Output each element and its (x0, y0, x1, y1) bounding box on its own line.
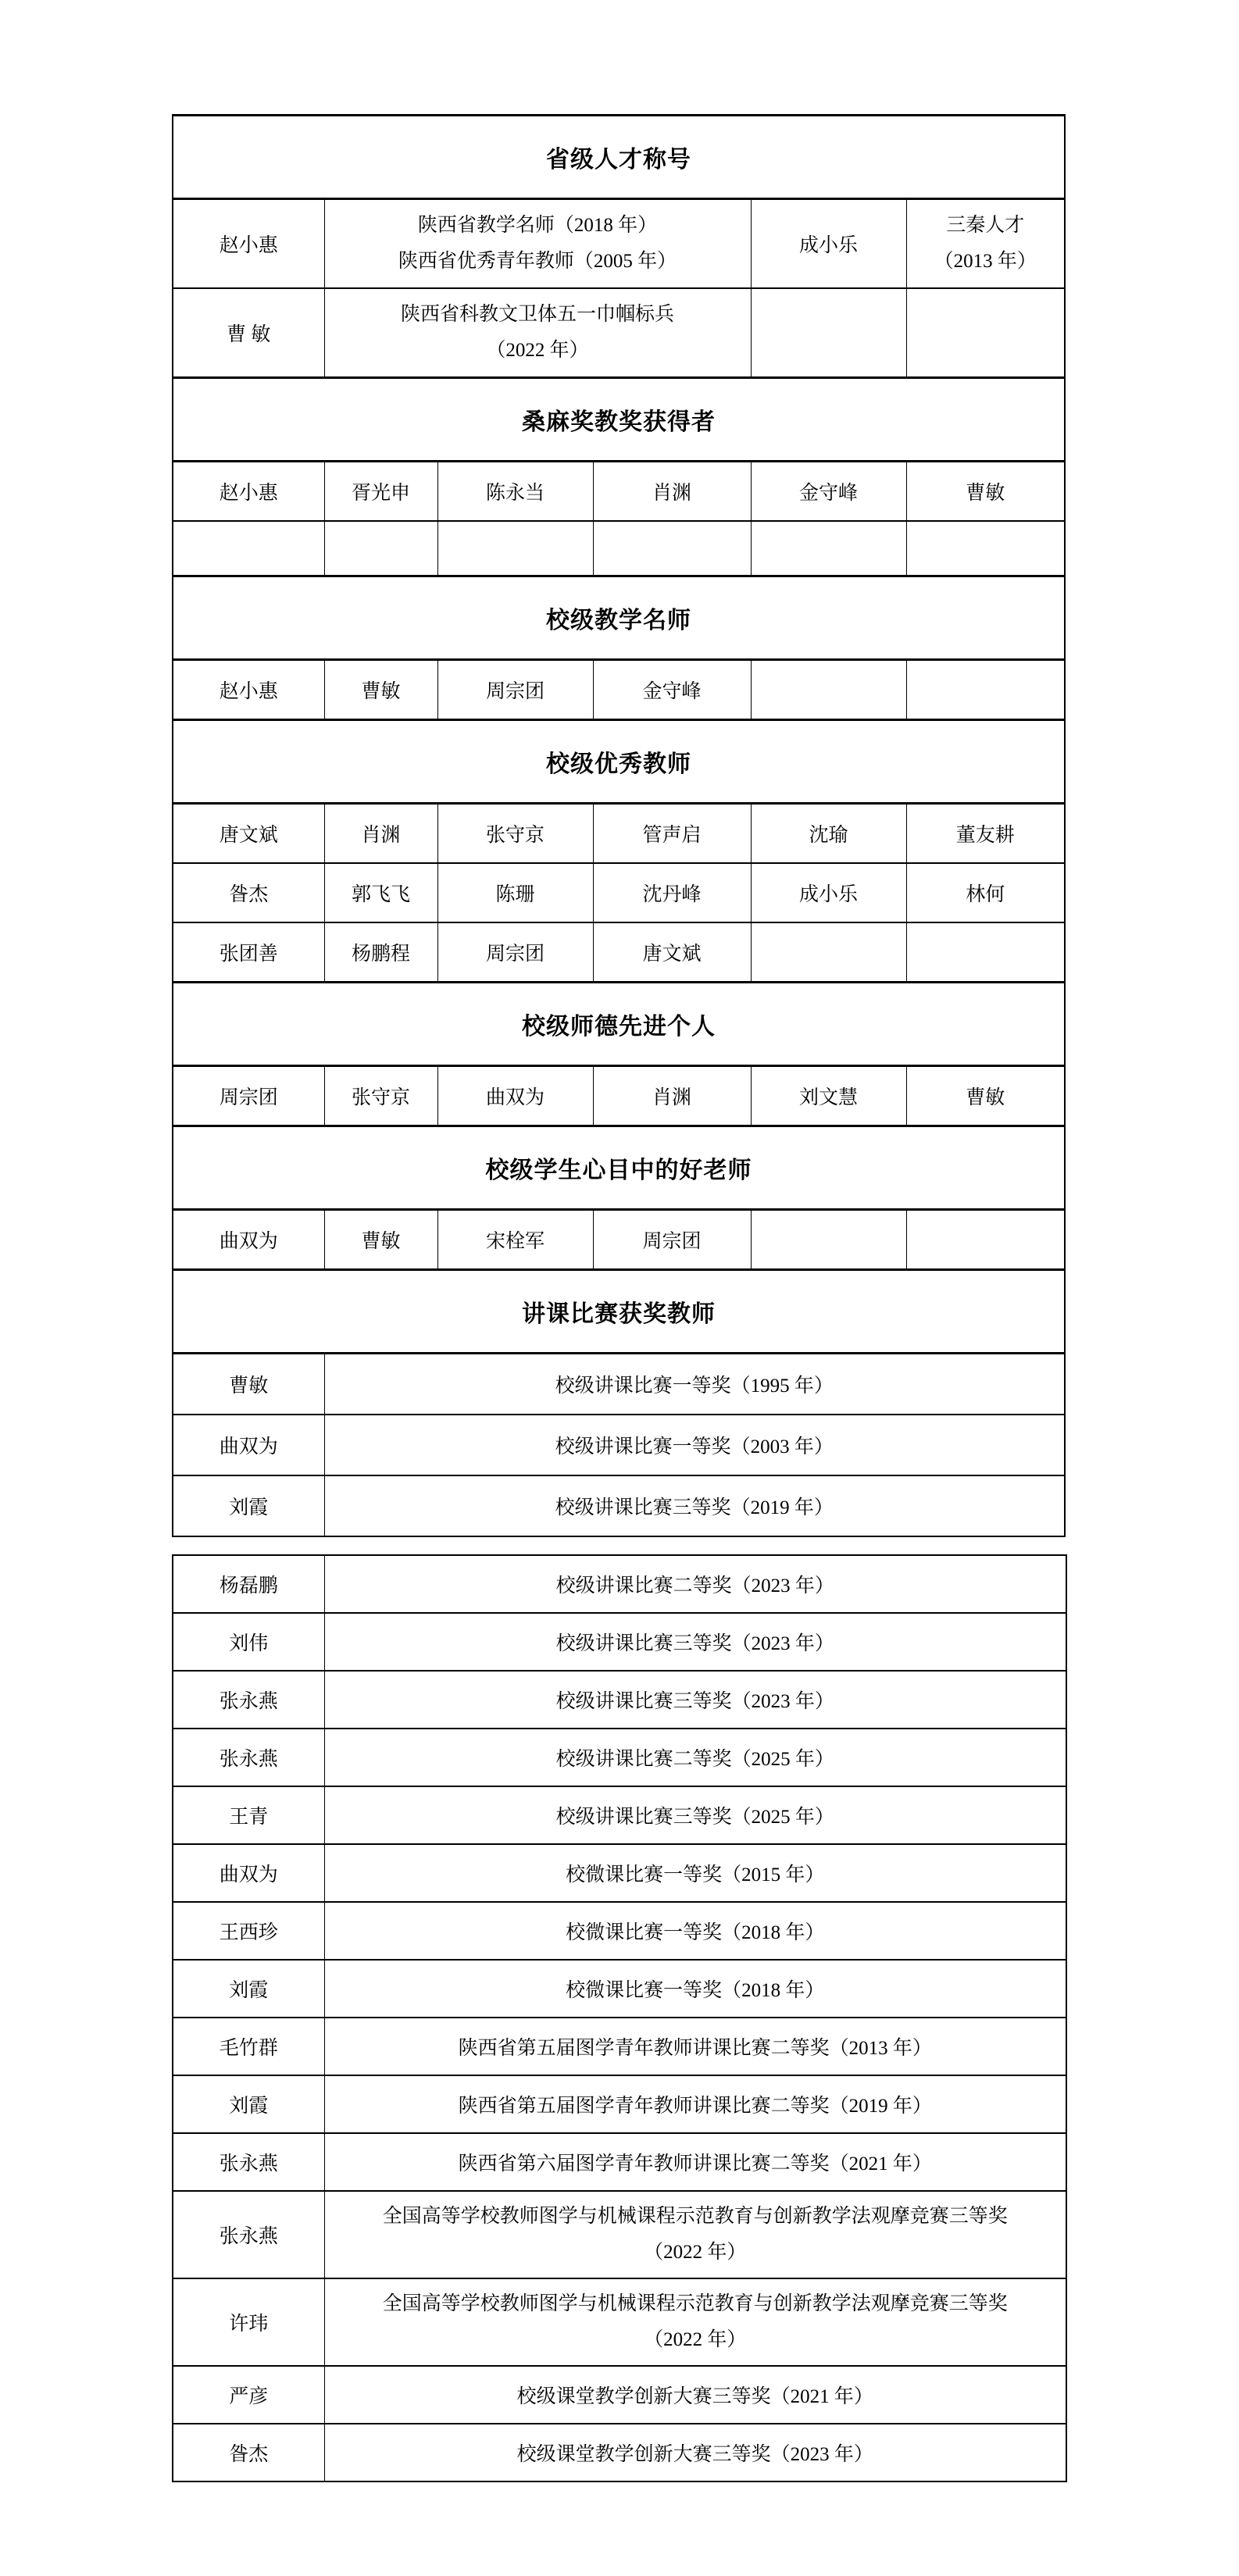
table-row (173, 983, 1065, 1066)
award-line: 陕西省优秀青年教师（2005 年） (398, 251, 677, 272)
table-row (173, 288, 1065, 378)
table-row (173, 2424, 1066, 2481)
awards-table-2 (172, 1554, 1067, 2482)
table-row (173, 1475, 1065, 1536)
award-cell: 校级讲课比赛一等奖（1995 年） (324, 1354, 1065, 1415)
table-row (173, 2191, 1066, 2278)
table-row (173, 720, 1065, 804)
table-row (173, 1902, 1066, 1960)
award-cell: 校级讲课比赛三等奖（2025 年） (324, 1786, 1066, 1844)
table-row (173, 1960, 1066, 2018)
name-cell: 张团善 (173, 922, 324, 983)
section-title: 校级优秀教师 (173, 720, 1065, 804)
award-cell: 校微课比赛一等奖（2015 年） (324, 1844, 1066, 1902)
name-cell: 曹敏 (173, 1354, 324, 1415)
section-title: 校级师德先进个人 (173, 983, 1065, 1066)
name-cell: 沈丹峰 (593, 863, 751, 922)
name-cell: 毛竹群 (173, 2018, 324, 2075)
table-row (173, 1415, 1065, 1475)
section-title: 桑麻奖教奖获得者 (173, 378, 1065, 462)
name-cell: 周宗团 (173, 1066, 324, 1126)
name-cell: 陈珊 (437, 863, 593, 922)
name-cell: 曲双为 (437, 1066, 593, 1126)
table-row (173, 1270, 1065, 1354)
award-line: （2022 年） (486, 340, 589, 361)
name-cell: 唐文斌 (593, 922, 751, 983)
empty-cell (751, 521, 906, 576)
name-cell: 曲双为 (173, 1844, 324, 1902)
table-row (173, 1555, 1066, 1613)
name-cell: 陈永当 (437, 462, 593, 522)
table-row (173, 116, 1065, 199)
table-row (173, 863, 1065, 922)
empty-cell (906, 288, 1065, 378)
name-cell: 赵小惠 (173, 660, 324, 720)
name-cell: 张永燕 (173, 1729, 324, 1786)
name-cell: 刘伟 (173, 1613, 324, 1671)
name-cell: 唐文斌 (173, 804, 324, 864)
award-cell (906, 199, 1065, 289)
section-title: 省级人才称号 (173, 116, 1065, 199)
award-line: （2022 年） (644, 2242, 747, 2263)
name-cell: 曲双为 (173, 1210, 324, 1270)
award-cell (324, 2278, 1066, 2366)
name-cell: 严彦 (173, 2366, 324, 2424)
name-cell: 王西珍 (173, 1902, 324, 1960)
table-row (173, 462, 1065, 522)
table-row (173, 2278, 1066, 2366)
name-cell: 林何 (906, 863, 1065, 922)
name-cell: 成小乐 (751, 863, 906, 922)
name-cell: 沈瑜 (751, 804, 906, 864)
name-cell: 刘霞 (173, 2075, 324, 2133)
name-cell: 肖渊 (593, 462, 751, 522)
name-cell: 昝杰 (173, 863, 324, 922)
name-cell: 曲双为 (173, 1415, 324, 1475)
award-line: 全国高等学校教师图学与机械课程示范教育与创新教学法观摩竞赛三等奖 (382, 2205, 1008, 2227)
table-row (173, 1210, 1065, 1270)
empty-cell (906, 922, 1065, 983)
table-row (173, 1671, 1066, 1729)
table-row (173, 1786, 1066, 1844)
section-title: 讲课比赛获奖教师 (173, 1270, 1065, 1354)
award-line: 全国高等学校教师图学与机械课程示范教育与创新教学法观摩竞赛三等奖 (382, 2292, 1008, 2314)
award-cell: 校级讲课比赛一等奖（2003 年） (324, 1415, 1065, 1475)
table-row (173, 1066, 1065, 1126)
section-title: 校级教学名师 (173, 576, 1065, 660)
award-line: （2013 年） (934, 251, 1037, 272)
award-cell: 校级讲课比赛三等奖（2023 年） (324, 1671, 1066, 1729)
award-cell: 陕西省第五届图学青年教师讲课比赛二等奖（2013 年） (324, 2018, 1066, 2075)
name-cell: 赵小惠 (173, 462, 324, 522)
table-row (173, 199, 1065, 289)
award-cell: 校微课比赛一等奖（2018 年） (324, 1902, 1066, 1960)
name-cell: 张永燕 (173, 2133, 324, 2191)
empty-cell (751, 1210, 906, 1270)
table-row (173, 1844, 1066, 1902)
table-row (173, 378, 1065, 462)
table-row (173, 804, 1065, 864)
name-cell: 张守京 (324, 1066, 437, 1126)
name-cell: 曹敏 (324, 1210, 437, 1270)
award-cell: 校级课堂教学创新大赛三等奖（2023 年） (324, 2424, 1066, 2481)
name-cell: 刘霞 (173, 1960, 324, 2018)
table-row (173, 922, 1065, 983)
section-title: 校级学生心目中的好老师 (173, 1126, 1065, 1210)
award-cell: 校级讲课比赛三等奖（2019 年） (324, 1475, 1065, 1536)
name-cell: 昝杰 (173, 2424, 324, 2481)
award-cell: 陕西省第六届图学青年教师讲课比赛二等奖（2021 年） (324, 2133, 1066, 2191)
award-cell (324, 199, 751, 289)
name-cell: 董友耕 (906, 804, 1065, 864)
table-row (173, 1126, 1065, 1210)
name-cell: 刘文慧 (751, 1066, 906, 1126)
name-cell: 金守峰 (751, 462, 906, 522)
award-cell: 校级课堂教学创新大赛三等奖（2021 年） (324, 2366, 1066, 2424)
empty-cell (906, 1210, 1065, 1270)
name-cell: 周宗团 (437, 922, 593, 983)
name-cell: 曹敏 (906, 462, 1065, 522)
name-cell: 杨磊鹏 (173, 1555, 324, 1613)
table-row (173, 576, 1065, 660)
empty-cell (324, 521, 437, 576)
awards-table-1 (172, 114, 1066, 1537)
award-cell (324, 288, 751, 378)
name-cell: 胥光申 (324, 462, 437, 522)
empty-cell (437, 521, 593, 576)
table-gap (172, 1537, 1067, 1554)
empty-cell (906, 660, 1065, 720)
name-cell: 金守峰 (593, 660, 751, 720)
name-cell: 王青 (173, 1786, 324, 1844)
name-cell: 张永燕 (173, 2191, 324, 2278)
table-row (173, 660, 1065, 720)
award-cell: 校级讲课比赛三等奖（2023 年） (324, 1613, 1066, 1671)
name-cell: 杨鹏程 (324, 922, 437, 983)
name-cell: 曹 敏 (173, 288, 324, 378)
name-cell: 周宗团 (437, 660, 593, 720)
table-row (173, 2366, 1066, 2424)
empty-cell (751, 660, 906, 720)
name-cell: 许玮 (173, 2278, 324, 2366)
award-line: （2022 年） (644, 2329, 747, 2350)
empty-cell (751, 922, 906, 983)
name-cell: 赵小惠 (173, 199, 324, 289)
name-cell: 周宗团 (593, 1210, 751, 1270)
name-cell: 曹敏 (324, 660, 437, 720)
table-row (173, 1613, 1066, 1671)
page-content (172, 114, 1067, 2482)
award-cell: 校级讲课比赛二等奖（2023 年） (324, 1555, 1066, 1613)
table-row (173, 521, 1065, 576)
award-cell: 陕西省第五届图学青年教师讲课比赛二等奖（2019 年） (324, 2075, 1066, 2133)
award-cell: 校级讲课比赛二等奖（2025 年） (324, 1729, 1066, 1786)
award-line: 陕西省科教文卫体五一巾帼标兵 (400, 303, 674, 325)
table-row (173, 2133, 1066, 2191)
award-cell (324, 2191, 1066, 2278)
award-line: 三秦人才 (946, 214, 1025, 236)
table-row (173, 2018, 1066, 2075)
name-cell: 成小乐 (751, 199, 906, 289)
table-row (173, 1729, 1066, 1786)
name-cell: 刘霞 (173, 1475, 324, 1536)
award-cell: 校微课比赛一等奖（2018 年） (324, 1960, 1066, 2018)
empty-cell (173, 521, 324, 576)
award-line: 陕西省教学名师（2018 年） (417, 214, 658, 236)
empty-cell (906, 521, 1065, 576)
name-cell: 张守京 (437, 804, 593, 864)
empty-cell (751, 288, 906, 378)
empty-cell (593, 521, 751, 576)
name-cell: 肖渊 (593, 1066, 751, 1126)
name-cell: 宋栓军 (437, 1210, 593, 1270)
table-row (173, 1354, 1065, 1415)
name-cell: 肖渊 (324, 804, 437, 864)
name-cell: 曹敏 (906, 1066, 1065, 1126)
name-cell: 郭飞飞 (324, 863, 437, 922)
table-row (173, 2075, 1066, 2133)
name-cell: 张永燕 (173, 1671, 324, 1729)
name-cell: 管声启 (593, 804, 751, 864)
